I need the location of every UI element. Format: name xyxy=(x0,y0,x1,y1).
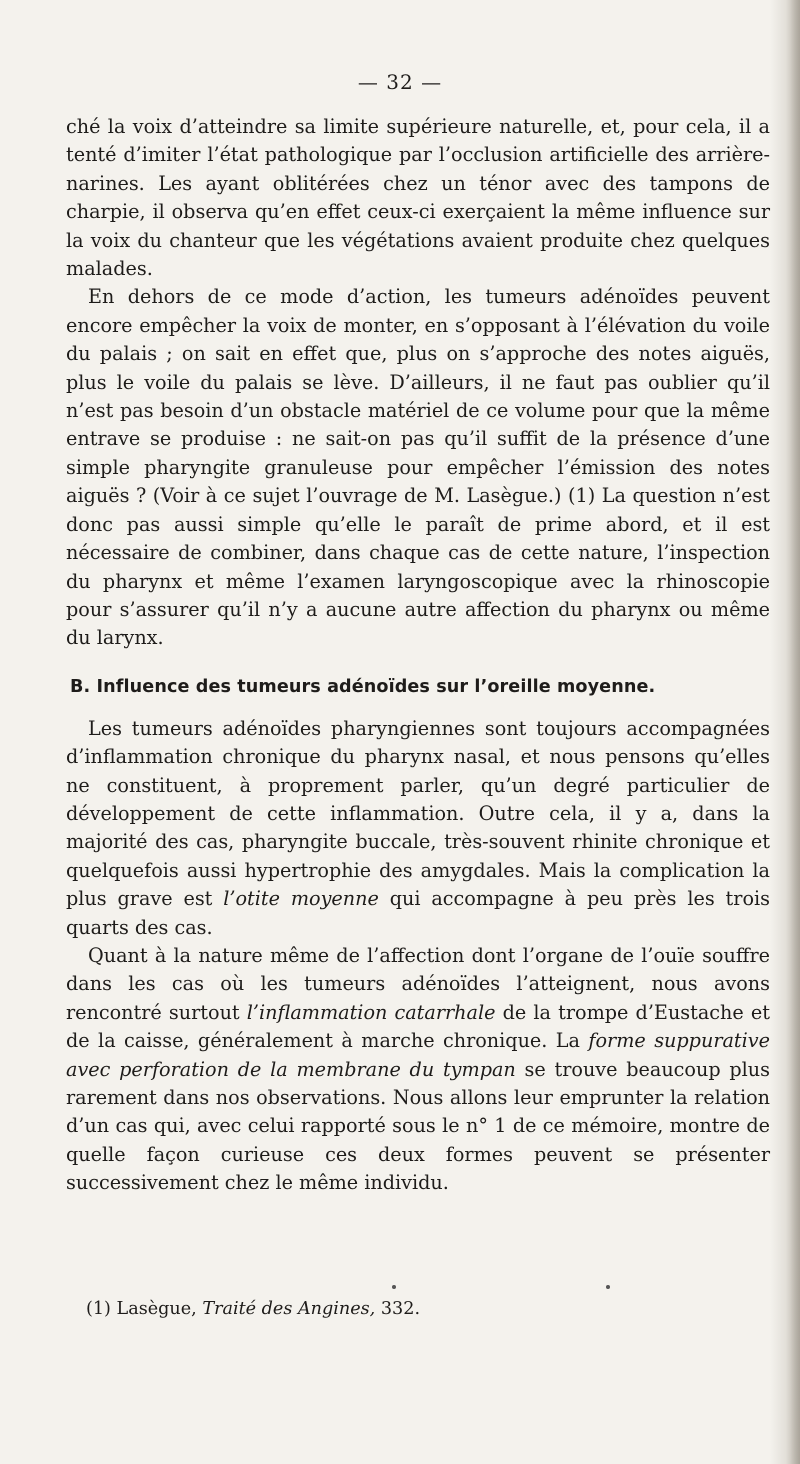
spacer xyxy=(66,701,770,715)
footnote-page: 332. xyxy=(380,1299,421,1319)
paragraph-4-emphasis-1: l’inflammation catarrhale xyxy=(246,1000,496,1024)
paragraph-4-text-a: Quant à la nature même de l’affection dont l’organe de l’ouïe souffre dans les cas où les tumeurs adénoïdes l’atteignent, nous avons rencontré surtout xyxy=(66,943,770,1024)
speck xyxy=(606,1285,610,1289)
paragraph-4 xyxy=(66,942,770,1198)
body-text xyxy=(66,113,770,1198)
paragraph-1: ché la voix d’atteindre sa limite supérieure naturelle, et, pour cela, il a tenté d’imiter l’état pathologique par l’occlusion artificielle des arrière-narines. Les ayant oblitérées chez un ténor avec des tampons de charpie, il observa qu’en effet ceux-ci exerçaient la même influence sur la voix du chanteur que les végétations avaient produite chez quelques malades. xyxy=(66,115,770,281)
paragraph-4-emphasis-2: forme suppurative avec perforation de la membrane du tympan xyxy=(66,1029,770,1081)
paragraph-3 xyxy=(66,715,770,942)
page-edge-shadow xyxy=(786,0,800,1464)
paragraph-4-text-b: de la trompe d’Eustache et de la caisse, généralement à marche chronique. La xyxy=(66,1000,770,1053)
paragraph-4-text-c: se trouve beaucoup plus rarement dans nos observations. Nous allons leur emprunter la relation d’un cas qui, avec celui rapporté sous le n° 1 de ce mémoire, montre de quelle façon curieuse ces deux formes peuvent se présenter successivement chez le même individu. xyxy=(66,1057,770,1195)
paragraph-3-end: qui accompagne à peu près les trois quarts des cas. xyxy=(66,887,770,939)
footnote xyxy=(86,1297,420,1321)
speck xyxy=(392,1285,396,1289)
spacer xyxy=(66,653,770,673)
paragraph-3-text: Les tumeurs adénoïdes pharyngiennes sont toujours accompagnées d’inflammation chronique du pharynx nasal, et nous pensons qu’elles ne constituent, à proprement parler, qu’un degré particulier de développement de cette inflammation. Outre cela, il y a, dans la majorité des cas, pharyngite buccale, très-souvent rhinite chronique et quelquefois aussi hypertrophie des amygdales. Mais la complication la plus grave est xyxy=(66,716,770,911)
footnote-marker: (1) xyxy=(86,1299,111,1319)
section-heading: B. Influence des tumeurs adénoïdes sur l’oreille moyenne. xyxy=(70,676,656,697)
paragraph-3-emphasis: l’otite moyenne xyxy=(223,887,379,911)
footnote-title: Traité des Angines, xyxy=(202,1299,376,1319)
paragraph-2: En dehors de ce mode d’action, les tumeurs adénoïdes peuvent encore empêcher la voix de monter, en s’opposant à l’élévation du voile du palais ; on sait en effet que, plus on s’approche des notes aiguës, plus le voile du palais se lève. D’ailleurs, il ne faut pas oublier qu’il n’est pas besoin d’un obstacle matériel de ce volume pour que la même entrave se produise : ne sait-on pas qu’il suffit de la présence d’une simple pharyngite granuleuse pour empêcher l’émission des notes aiguës ? (Voir à ce sujet l’ouvrage de M. Lasègue.) (1) La question n’est donc pas aussi simple qu’elle le paraît de prime abord, et il est nécessaire de combiner, dans chaque cas de cette nature, l’inspection du pharynx et même l’examen laryngoscopique avec la rhinoscopie pour s’assurer qu’il n’y a aucune autre affection du pharynx ou même du larynx. xyxy=(66,285,770,650)
footnote-author: Lasègue, xyxy=(116,1299,197,1319)
page-number: — 32 — xyxy=(357,70,443,94)
